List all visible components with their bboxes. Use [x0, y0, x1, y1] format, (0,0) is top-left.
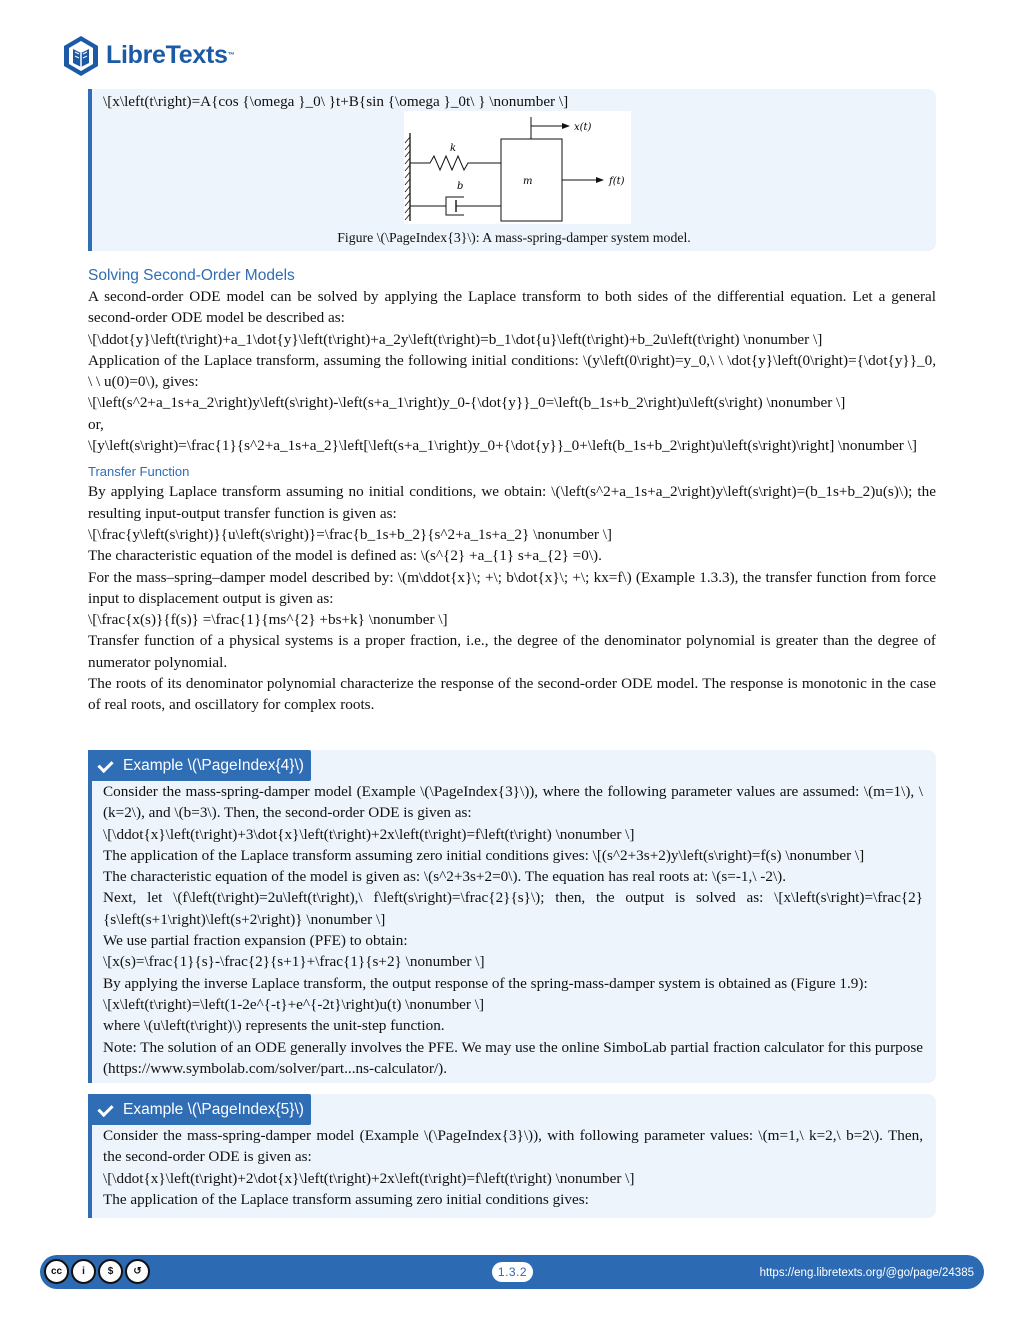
paragraph: The application of the Laplace transform assuming zero initial conditions gives: \[(s^2+3s+2)y\left(s\right)=f(s) \nonumber \]	[103, 846, 865, 864]
mass-spring-damper-figure	[404, 111, 631, 224]
cc-icon: cc	[44, 1259, 69, 1284]
libretexts-logo[interactable]	[61, 34, 234, 78]
paragraph: A second-order ODE model can be solved by applying the Laplace transform to both sides of the differential equation. Let a general second-order ODE model be described as:	[88, 288, 936, 327]
label-b: b	[457, 181, 464, 192]
example-5-header[interactable]	[88, 1094, 311, 1125]
example-5-box	[88, 1094, 936, 1218]
example-4-box	[88, 750, 936, 1083]
main-content	[88, 265, 936, 716]
label-m: m	[523, 176, 533, 187]
subsection-heading: Transfer Function	[88, 464, 190, 480]
label-f: f(t)	[609, 176, 625, 187]
equation: \[\ddot{x}\left(t\right)+3\dot{x}\left(t\right)+2x\left(t\right)=f\left(t\right) \nonumber \]	[103, 825, 635, 843]
cc-license-badge[interactable]	[44, 1259, 150, 1285]
paragraph: We use partial fraction expansion (PFE) to obtain:	[103, 932, 408, 950]
paragraph: Next, let \(f\left(t\right)=2u\left(t\right),\ f\left(s\right)=\frac{2}{s}\); then, the output is solved as: \[x\left(s\right)=\frac{2}{s\left(s+1\right)\left(s+2\right)} \nonumber \]	[103, 889, 923, 928]
figure-equation: \[x\left(t\right)=A{cos {\omega }_0\ }t+B{sin {\omega }_0t\ } \nonumber \]	[103, 93, 569, 110]
equation: \[\ddot{y}\left(t\right)+a_1\dot{y}\left(t\right)+a_2y\left(t\right)=b_1\dot{u}\left(t\right)+b_2u\left(t\right) \nonumber \]	[88, 330, 823, 348]
paragraph: The roots of its denominator polynomial characterize the response of the second-order ODE model. The response is monotonic in the case of real roots, and oscillatory for complex roots.	[88, 675, 936, 714]
checkmark-icon	[96, 1103, 112, 1117]
figure-box	[88, 89, 936, 251]
paragraph: Application of the Laplace transform, assuming the following initial conditions: \(y\left(0\right)=y_0,\ \ \dot{y}\left(0\right)={\dot{y}}_0, \ \ u(0)=0\), gives:	[88, 351, 936, 391]
paragraph: where \(u\left(t\right)\) represents the unit-step function.	[103, 1017, 445, 1035]
equation: \[y\left(s\right)=\frac{1}{s^2+a_1s+a_2}\left[\left(s+a_1\right)y_0+{\dot{y}}_0+\left(b_1s+b_2\right)u\left(s\right)\right] \nonumber \]	[88, 437, 917, 455]
paragraph: For the mass–spring–damper model described by: \(m\ddot{x}\; +\; b\dot{x}\; +\; kx=f\) (Example 1.3.3), the transfer function from force input to displacement output is given as:	[88, 568, 936, 607]
example-4-body	[103, 781, 923, 1079]
page-number: 1.3.2	[492, 1262, 533, 1282]
label-k: k	[450, 143, 457, 154]
example-4-title: Example \(\PageIndex{4}\)	[123, 756, 304, 774]
example-5-body	[103, 1125, 923, 1210]
libretexts-logo-icon	[61, 34, 101, 78]
paragraph: Consider the mass-spring-damper model (Example \(\PageIndex{3}\)), where the following parameter values are assumed: \(m=1\), \(k=2\), and \(b=3\). Then, the second-order ODE is given as:	[103, 783, 923, 822]
equation: \[x(s)=\frac{1}{s}-\frac{2}{s+1}+\frac{1}{s+2} \nonumber \]	[103, 953, 485, 971]
label-x: x(t)	[574, 122, 592, 133]
paragraph: or,	[88, 415, 104, 433]
example-4-header[interactable]	[88, 750, 311, 781]
equation: \[\left(s^2+a_1s+a_2\right)y\left(s\right)-\left(s+a_1\right)y_0-{\dot{y}}_0=\left(b_1s+b_2\right)u\left(s\right) \nonumber \]	[88, 394, 846, 412]
paragraph: The characteristic equation of the model is defined as: \(s^{2} +a_{1} s+a_{2} =0\).	[88, 547, 602, 565]
equation: \[\ddot{x}\left(t\right)+2\dot{x}\left(t\right)+2x\left(t\right)=f\left(t\right) \nonumber \]	[103, 1169, 635, 1187]
equation: \[\frac{y\left(s\right)}{u\left(s\right)}=\frac{b_1s+b_2}{s^2+a_1s+a_2} \nonumber \]	[88, 525, 612, 543]
equation: \[x\left(t\right)=\left(1-2e^{-t}+e^{-2t}\right)u(t) \nonumber \]	[103, 995, 485, 1013]
equation: \[\frac{x(s)}{f(s)} =\frac{1}{ms^{2} +bs+k} \nonumber \]	[88, 611, 448, 629]
example-5-title: Example \(\PageIndex{5}\)	[123, 1100, 304, 1118]
paragraph: Transfer function of a physical systems is a proper fraction, i.e., the degree of the denominator polynomial is greater than the degree of numerator polynomial.	[88, 632, 936, 671]
nc-icon: $	[98, 1259, 123, 1284]
paragraph: By applying the inverse Laplace transform, the output response of the spring-mass-damper system is obtained as (Figure 1.9):	[103, 974, 868, 992]
by-icon: i	[71, 1259, 96, 1284]
checkmark-icon	[96, 759, 112, 773]
paragraph: Consider the mass-spring-damper model (Example \(\PageIndex{3}\)), with following parameter values: \(m=1,\ k=2,\ b=2\). Then, the second-order ODE is given as:	[103, 1127, 923, 1166]
page-footer	[40, 1255, 984, 1289]
sa-icon: ↺	[125, 1259, 150, 1284]
paragraph: Note: The solution of an ODE generally involves the PFE. We may use the online SimboLab partial fraction calculator for this purpose (https://www.symbolab.com/solver/part...ns-calculator/).	[103, 1038, 923, 1077]
paragraph: The application of the Laplace transform assuming zero initial conditions gives:	[103, 1190, 589, 1208]
paragraph: The characteristic equation of the model is given as: \(s^2+3s+2=0\). The equation has real roots at: \(s=-1,\ -2\).	[103, 868, 787, 886]
page-url-link[interactable]: https://eng.libretexts.org/@go/page/24385	[759, 1267, 974, 1279]
paragraph: By applying Laplace transform assuming no initial conditions, we obtain: \(\left(s^2+a_1s+a_2\right)y\left(s\right)=(b_1s+b_2)u(s)\); the resulting input-output transfer function is given as:	[88, 483, 936, 522]
section-heading: Solving Second-Order Models	[88, 267, 295, 284]
figure-caption: Figure \(\PageIndex{3}\): A mass-spring-damper system model.	[337, 230, 691, 245]
logo-text: LibreTexts™	[106, 41, 235, 70]
